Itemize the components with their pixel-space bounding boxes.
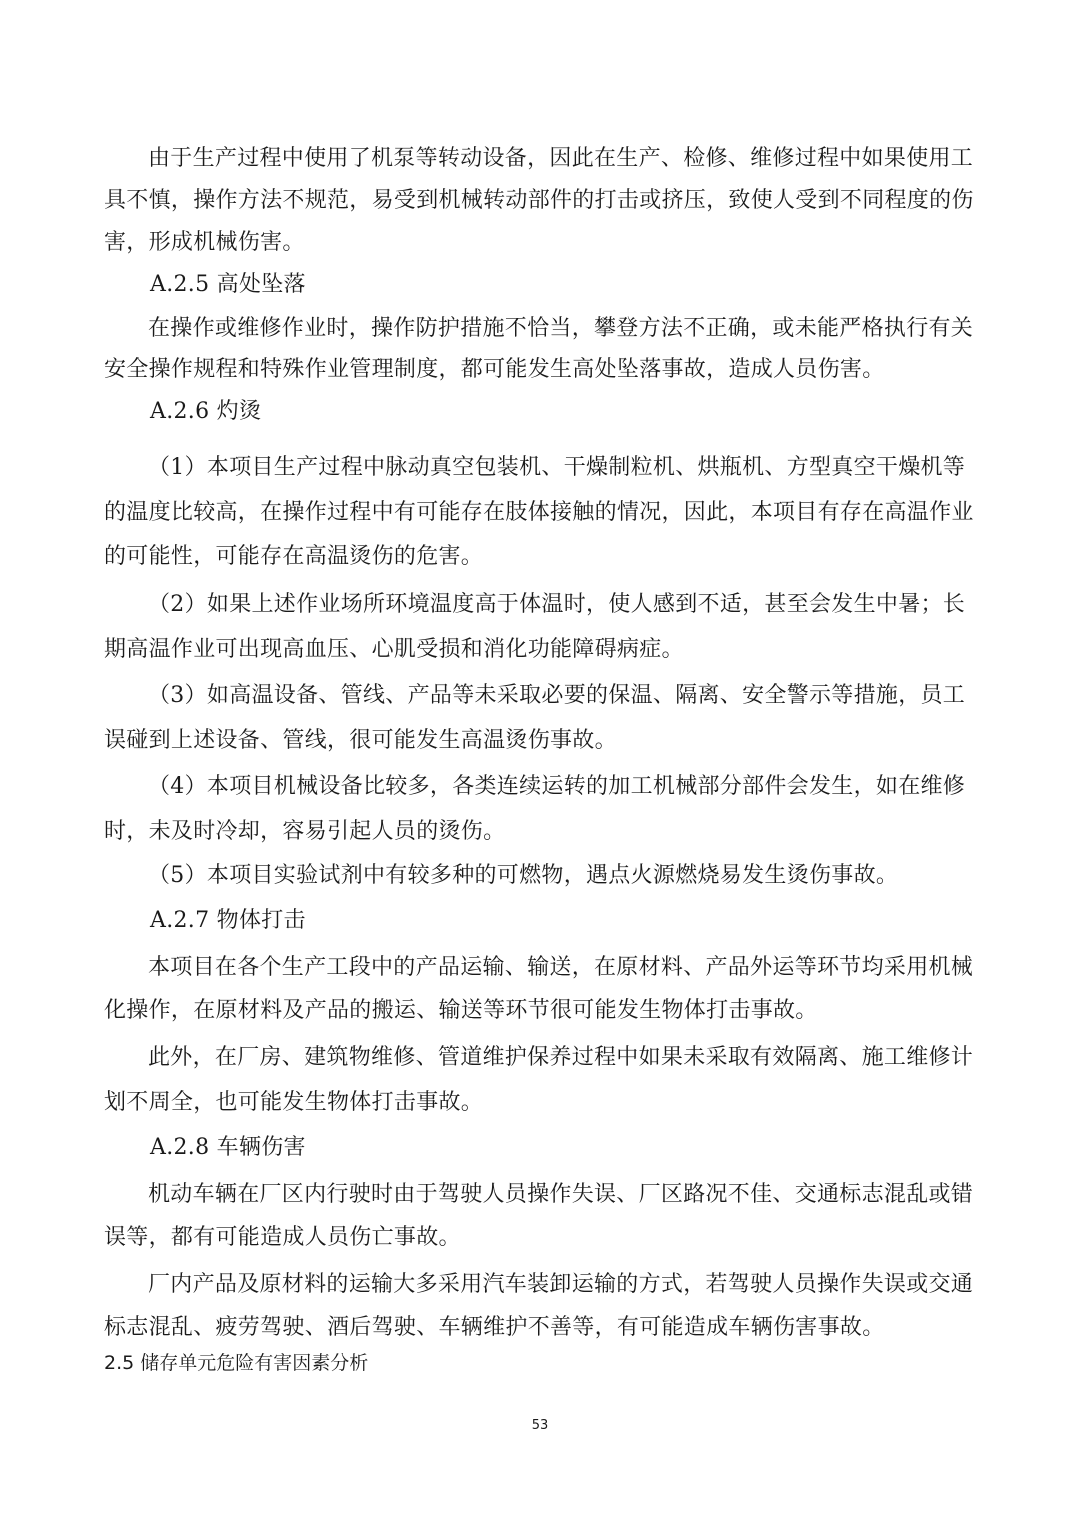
- paragraph-line: 机动车辆在厂区内行驶时由于驾驶人员操作失误、厂区路况不佳、交通标志混乱或错: [148, 1182, 974, 1207]
- section-heading: 2.5 储存单元危险有害因素分析: [104, 1352, 369, 1374]
- paragraph-line: 厂内产品及原材料的运输大多采用汽车装卸运输的方式，若驾驶人员操作失误或交通: [148, 1272, 974, 1297]
- subsection-heading: A.2.5 高处坠落: [150, 272, 306, 297]
- paragraph-line: （2）如果上述作业场所环境温度高于体温时，使人感到不适，甚至会发生中暑；长: [148, 592, 966, 617]
- paragraph-line: 本项目在各个生产工段中的产品运输、输送，在原材料、产品外运等环节均采用机械: [148, 955, 974, 980]
- paragraph-line: 标志混乱、疲劳驾驶、酒后驾驶、车辆维护不善等，有可能造成车辆伤害事故。: [104, 1315, 885, 1340]
- paragraph-line: 在操作或维修作业时，操作防护措施不恰当，攀登方法不正确，或未能严格执行有关: [148, 316, 974, 341]
- paragraph-line: 此外，在厂房、建筑物维修、管道维护保养过程中如果未采取有效隔离、施工维修计: [148, 1045, 974, 1070]
- paragraph-line: 安全操作规程和特殊作业管理制度，都可能发生高处坠落事故，造成人员伤害。: [104, 357, 885, 382]
- paragraph-line: 期高温作业可出现高血压、心肌受损和消化功能障碍病症。: [104, 637, 684, 662]
- paragraph-line: 化操作，在原材料及产品的搬运、输送等环节很可能发生物体打击事故。: [104, 998, 818, 1023]
- paragraph-line: 划不周全，也可能发生物体打击事故。: [104, 1090, 484, 1115]
- subsection-heading: A.2.8 车辆伤害: [150, 1135, 306, 1160]
- paragraph-line: 具不慎，操作方法不规范，易受到机械转动部件的打击或挤压，致使人受到不同程度的伤: [104, 188, 974, 213]
- page-number: 53: [531, 1418, 549, 1433]
- paragraph-line: （4）本项目机械设备比较多，各类连续运转的加工机械部分部件会发生，如在维修: [148, 774, 966, 799]
- paragraph-line: 时，未及时冷却，容易引起人员的烫伤。: [104, 819, 506, 844]
- paragraph-line: （5）本项目实验试剂中有较多种的可燃物，遇点火源燃烧易发生烫伤事故。: [148, 863, 899, 888]
- paragraph-line: （1）本项目生产过程中脉动真空包装机、干燥制粒机、烘瓶机、方型真空干燥机等: [148, 455, 966, 480]
- paragraph-line: 误等，都有可能造成人员伤亡事故。: [104, 1225, 461, 1250]
- subsection-heading: A.2.6 灼烫: [150, 399, 262, 424]
- subsection-heading: A.2.7 物体打击: [150, 908, 306, 933]
- paragraph-line: 的温度比较高，在操作过程中有可能存在肢体接触的情况，因此，本项目有存在高温作业: [104, 500, 974, 525]
- paragraph-line: 误碰到上述设备、管线，很可能发生高温烫伤事故。: [104, 728, 617, 753]
- paragraph-line: 由于生产过程中使用了机泵等转动设备，因此在生产、检修、维修过程中如果使用工: [148, 146, 974, 171]
- paragraph-line: 害，形成机械伤害。: [104, 230, 305, 255]
- paragraph-line: （3）如高温设备、管线、产品等未采取必要的保温、隔离、安全警示等措施，员工: [148, 683, 966, 708]
- paragraph-line: 的可能性，可能存在高温烫伤的危害。: [104, 544, 484, 569]
